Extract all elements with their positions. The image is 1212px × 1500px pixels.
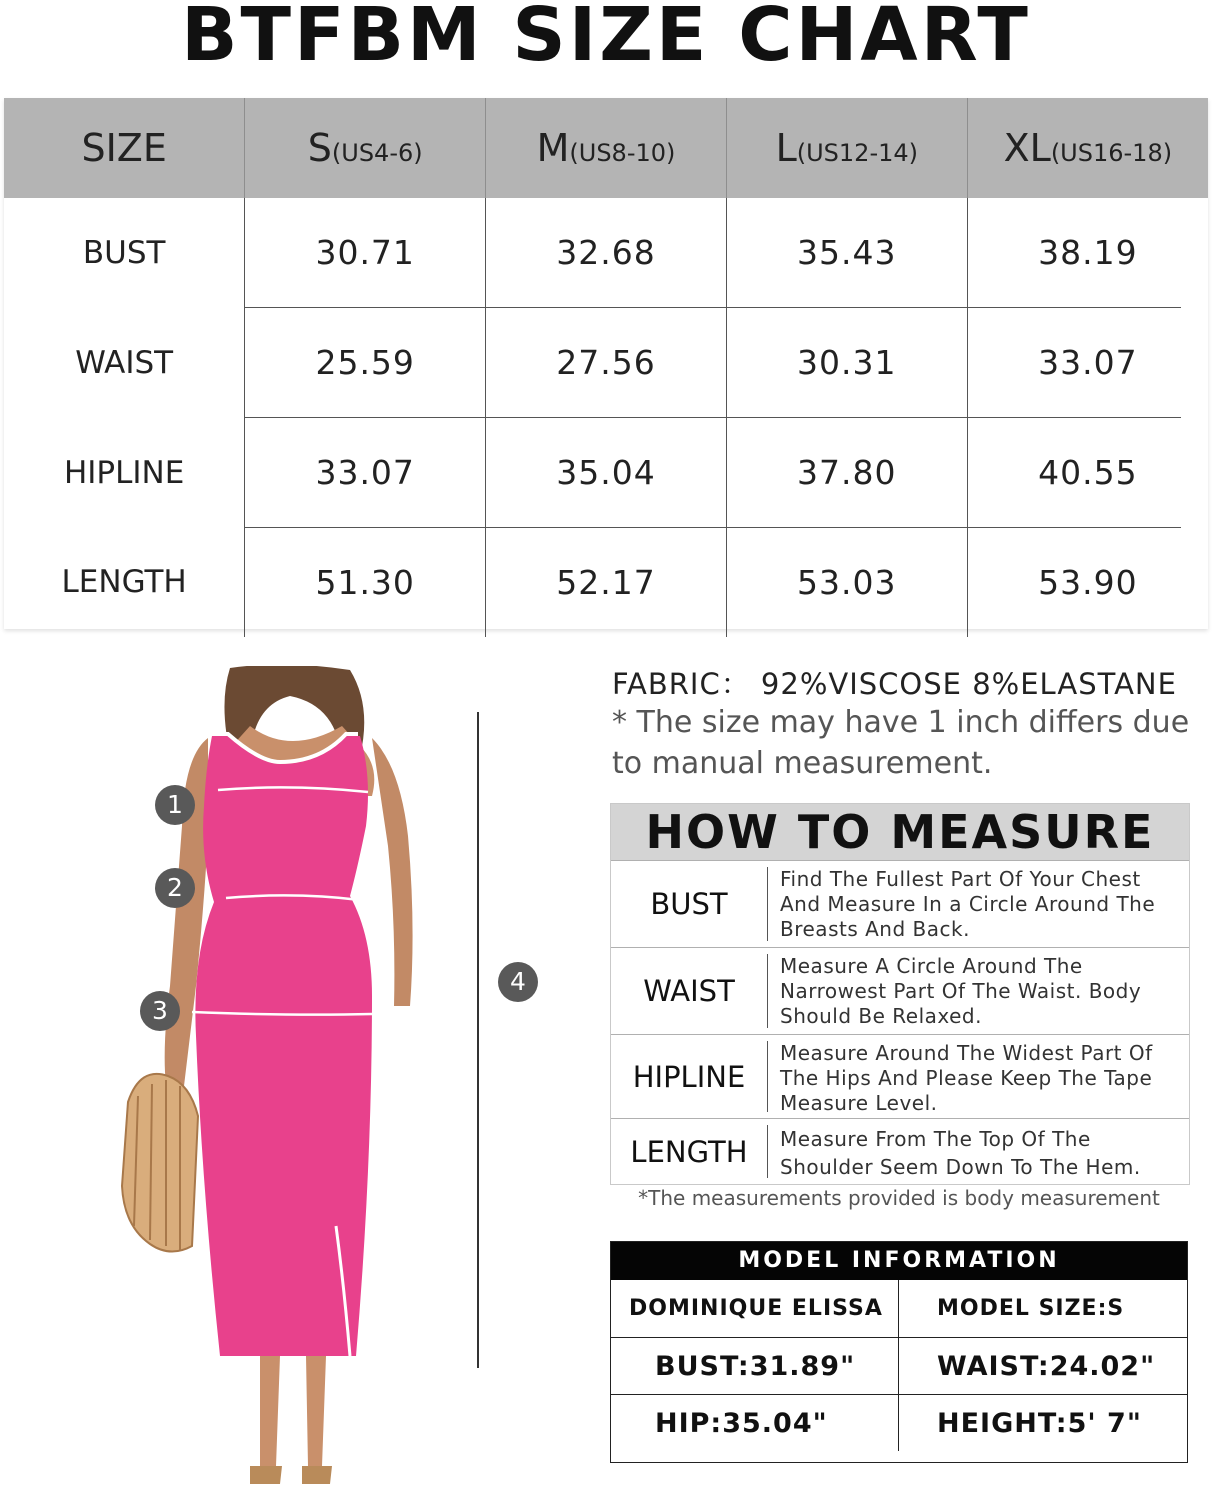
marker-2: 2 bbox=[155, 868, 195, 908]
measure-label: HIPLINE bbox=[632, 1059, 746, 1094]
table-cell: 53.03 bbox=[726, 528, 967, 638]
measure-row-length bbox=[611, 1118, 1189, 1184]
table-row-bust bbox=[4, 198, 1208, 308]
table-row-waist bbox=[4, 308, 1208, 418]
table-cell: 32.68 bbox=[486, 198, 727, 308]
model-size: MODEL SIZE:S bbox=[937, 1296, 1125, 1321]
table-cell: 35.04 bbox=[486, 418, 727, 528]
dress bbox=[195, 736, 372, 1356]
model-waist: WAIST:24.02" bbox=[899, 1337, 1187, 1394]
size-header-m: M(US8-10) bbox=[486, 98, 727, 198]
measure-label: LENGTH bbox=[630, 1134, 748, 1169]
size-chart-table bbox=[4, 98, 1208, 637]
marker-1: 1 bbox=[155, 785, 195, 825]
measure-row-hipline bbox=[611, 1034, 1189, 1118]
size-header-label: SIZE bbox=[4, 98, 245, 198]
marker-4: 4 bbox=[498, 962, 538, 1002]
table-cell: 30.71 bbox=[245, 198, 486, 308]
measure-row-waist bbox=[611, 947, 1189, 1034]
measure-description: Measure Around The Widest Part Of The Hips And Please Keep The Tape Measure Level. bbox=[767, 1041, 1189, 1112]
shoes bbox=[250, 1466, 332, 1484]
table-row-hipline bbox=[4, 418, 1208, 528]
table-cell: 35.43 bbox=[726, 198, 967, 308]
size-header-l: L(US12-14) bbox=[726, 98, 967, 198]
size-header-xl: XL(US16-18) bbox=[967, 98, 1208, 198]
measure-row-bust bbox=[611, 860, 1189, 947]
model-name: DOMINIQUE ELISSA bbox=[611, 1280, 899, 1337]
table-cell: 52.17 bbox=[486, 528, 727, 638]
page-title: BTFBM SIZE CHART bbox=[181, 0, 1031, 78]
how-to-measure-table bbox=[610, 803, 1190, 1185]
table-cell: 40.55 bbox=[967, 418, 1208, 528]
table-cell: 30.31 bbox=[726, 308, 967, 418]
measure-description: Measure From The Top Of The Shoulder Seem Down To The Hem. bbox=[767, 1125, 1189, 1178]
size-header-s: S(US4-6) bbox=[245, 98, 486, 198]
model-hip: HIP:35.04" bbox=[611, 1394, 899, 1451]
row-label: WAIST bbox=[75, 344, 174, 381]
table-cell: 27.56 bbox=[486, 308, 727, 418]
table-cell: 25.59 bbox=[245, 308, 486, 418]
size-note: * The size may have 1 inch differs due to manual measurement. bbox=[612, 705, 1190, 781]
table-cell: 33.07 bbox=[245, 418, 486, 528]
row-label: HIPLINE bbox=[63, 454, 185, 491]
measure-label: BUST bbox=[650, 887, 728, 921]
legs bbox=[260, 1356, 326, 1466]
model-height: HEIGHT:5' 7" bbox=[899, 1394, 1187, 1451]
right-arm bbox=[372, 738, 413, 1006]
model-information-table bbox=[610, 1241, 1188, 1463]
model-information-title: MODEL INFORMATION bbox=[611, 1242, 1187, 1280]
table-cell: 53.90 bbox=[967, 528, 1208, 638]
size-header-row bbox=[4, 98, 1208, 198]
table-row-length bbox=[4, 528, 1208, 638]
table-cell: 33.07 bbox=[967, 308, 1208, 418]
model-bust: BUST:31.89" bbox=[611, 1337, 899, 1394]
marker-3: 3 bbox=[140, 991, 180, 1031]
table-cell: 38.19 bbox=[967, 198, 1208, 308]
row-label: LENGTH bbox=[61, 564, 187, 601]
measure-description: Find The Fullest Part Of Your Chest And Measure In a Circle Around The Breasts And Back. bbox=[767, 867, 1189, 941]
table-cell: 37.80 bbox=[726, 418, 967, 528]
measure-description: Measure A Circle Around The Narrowest Part Of The Waist. Body Should Be Relaxed. bbox=[767, 954, 1189, 1028]
measure-footnote: *The measurements provided is body measurement bbox=[638, 1186, 1160, 1210]
fabric-text: FABRIC： 92%VISCOSE 8%ELASTANE bbox=[612, 667, 1177, 701]
length-dimension-line bbox=[477, 712, 479, 1368]
measure-label: WAIST bbox=[643, 974, 735, 1008]
row-label: BUST bbox=[82, 234, 166, 271]
table-cell: 51.30 bbox=[245, 528, 486, 638]
how-to-measure-title: HOW TO MEASURE bbox=[611, 804, 1189, 860]
